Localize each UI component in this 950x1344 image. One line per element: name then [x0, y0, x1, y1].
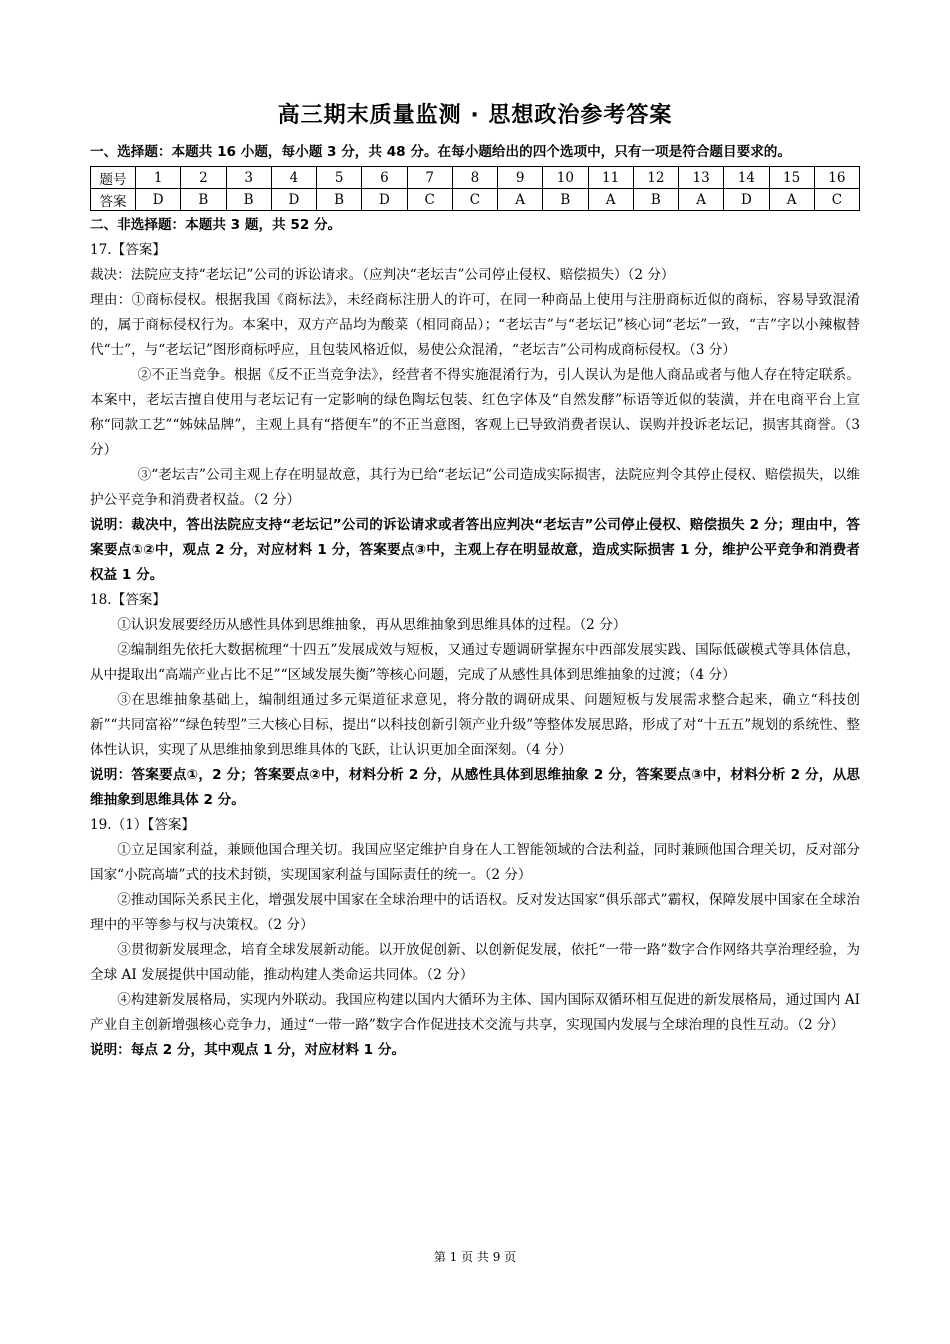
question-number: 11: [588, 167, 633, 189]
q17-reason-1: 理由：①商标侵权。根据我国《商标法》，未经商标注册人的许可，在同一种商品上使用与注册商标近似的商标，容易导致混淆的，属于商标侵权行为。本案中，双方产品均为酸菜（相同商品）；“老坛吉”与“老坛记”核心词“老坛”一致，“吉”字以小辣椒替代“士”，与“老坛记”图形商标呼应，且包装风格近似，易使公众混淆，“老坛吉”公司构成商标侵权。（3 分）: [90, 292, 860, 358]
q17-verdict: 裁决：法院应支持“老坛记”公司的诉讼请求。（应判决“老坛吉”公司停止侵权、赔偿损失）（2 分）: [90, 267, 675, 283]
question-number: 7: [407, 167, 452, 189]
answer-cell: A: [588, 189, 633, 211]
answer-cell: D: [136, 189, 181, 211]
answer-cell: B: [317, 189, 362, 211]
q18-point-1: ①认识发展要经历从感性具体到思维抽象，再从思维抽象到思维具体的过程。（2 分）: [117, 617, 627, 633]
q19-note: 说明：每点 2 分，其中观点 1 分，对应材料 1 分。: [90, 1042, 406, 1058]
question-number: 1: [136, 167, 181, 189]
answer-cell: B: [181, 189, 226, 211]
section-1-heading: 一、选择题：本题共 16 小题，每小题 3 分，共 48 分。在每小题给出的四个选项中，只有一项是符合题目要求的。: [90, 144, 791, 160]
answer-cell: C: [452, 189, 497, 211]
answer-cell: B: [633, 189, 678, 211]
answer-cell: D: [271, 189, 316, 211]
question-number: 4: [271, 167, 316, 189]
page-footer: 第 1 页 共 9 页: [433, 1250, 517, 1264]
question-number: 13: [679, 167, 724, 189]
answer-cell: A: [498, 189, 543, 211]
answer-table: [90, 166, 860, 211]
question-number: 15: [769, 167, 814, 189]
question-number: 10: [543, 167, 588, 189]
question-number: 14: [724, 167, 769, 189]
answer-page: [90, 100, 860, 1063]
q19-heading: 19.（1）【答案】: [90, 817, 196, 833]
q17-heading: 17.【答案】: [90, 242, 166, 258]
page-title: 高三期末质量监测 · 思想政治参考答案: [277, 103, 673, 128]
answer-cell: C: [814, 189, 859, 211]
q17-note: 说明：裁决中，答出法院应支持“老坛记”公司的诉讼请求或者答出应判决“老坛吉”公司停止侵权、赔偿损失 2 分；理由中，答案要点①②中，观点 2 分，对应材料 1 分，答案要点③中，主观上存在明显故意，造成实际损害 1 分，维护公平竞争和消费者权益 1 分。: [90, 517, 860, 583]
question-number: 16: [814, 167, 859, 189]
section-2-heading: 二、非选择题：本题共 3 题，共 52 分。: [90, 217, 342, 233]
q18-note: 说明：答案要点①，2 分；答案要点②中，材料分析 2 分，从感性具体到思维抽象 2 分，答案要点③中，材料分析 2 分，从思维抽象到思维具体 2 分。: [90, 767, 860, 808]
table-answer-label: 答案: [91, 189, 136, 211]
answer-cell: C: [407, 189, 452, 211]
answer-cell: A: [769, 189, 814, 211]
question-number: 2: [181, 167, 226, 189]
q19-point-4: ④构建新发展格局，实现内外联动。我国应构建以国内大循环为主体、国内国际双循环相互促进的新发展格局，通过国内 AI 产业自主创新增强核心竞争力，通过“一带一路”数字合作促进技术交流与共享，实现国内发展与全球治理的良性互动。（2 分）: [90, 992, 860, 1033]
q18-heading: 18.【答案】: [90, 592, 166, 608]
question-number: 9: [498, 167, 543, 189]
answer-cell: A: [679, 189, 724, 211]
question-number: 3: [226, 167, 271, 189]
q18-point-3: ③在思维抽象基础上，编制组通过多元渠道征求意见，将分散的调研成果、问题短板与发展需求整合起来，确立“科技创新”“共同富裕”“绿色转型”三大核心目标，提出“以科技创新引领产业升级”等整体发展思路，形成了对“十五五”规划的系统性、整体性认识，实现了从思维抽象到思维具体的飞跃，让认识更加全面深刻。（4 分）: [90, 692, 860, 758]
q18-point-2: ②编制组先依托大数据梳理“十四五”发展成效与短板，又通过专题调研掌握东中西部发展实践、国际低碳模式等具体信息，从中提取出“高端产业占比不足”“区域发展失衡”等核心问题，完成了从感性具体到思维抽象的过渡；（4 分）: [90, 642, 860, 683]
q17-reason-2: ②不正当竞争。根据《反不正当竞争法》，经营者不得实施混淆行为，引人误认为是他人商品或者与他人存在特定联系。本案中，老坛吉擅自使用与老坛记有一定影响的绿色陶坛包装、红色字体及“自然发酵”标语等近似的装潢，并在电商平台上宣称“同款工艺”“姊妹品牌”，主观上具有“搭便车”的不正当意图，客观上已导致消费者误认、误购并投诉老坛记，损害其商誉。（3 分）: [90, 367, 860, 458]
answer-cell: B: [226, 189, 271, 211]
q19-point-1: ①立足国家利益，兼顾他国合理关切。我国应坚定维护自身在人工智能领域的合法利益，同时兼顾他国合理关切，反对部分国家“小院高墙”式的技术封锁，实现国家利益与国际责任的统一。（2 分）: [90, 842, 860, 883]
answer-cell: B: [543, 189, 588, 211]
question-number: 6: [362, 167, 407, 189]
answer-cell: D: [724, 189, 769, 211]
answer-table-answer-row: [91, 189, 860, 211]
question-number: 8: [452, 167, 497, 189]
question-number: 5: [317, 167, 362, 189]
answer-table-number-row: [91, 167, 860, 189]
q17-reason-3: ③“老坛吉”公司主观上存在明显故意，其行为已给“老坛记”公司造成实际损害，法院应判令其停止侵权、赔偿损失，以维护公平竞争和消费者权益。（2 分）: [90, 467, 860, 508]
table-header-label: 题号: [91, 167, 136, 189]
q19-point-2: ②推动国际关系民主化，增强发展中国家在全球治理中的话语权。反对发达国家“俱乐部式”霸权，保障发展中国家在全球治理中的平等参与权与决策权。（2 分）: [90, 892, 860, 933]
q19-point-3: ③贯彻新发展理念，培育全球发展新动能。以开放促创新、以创新促发展，依托“一带一路”数字合作网络共享治理经验，为全球 AI 发展提供中国动能，推动构建人类命运共同体。（2 分）: [90, 942, 860, 983]
answer-cell: D: [362, 189, 407, 211]
question-number: 12: [633, 167, 678, 189]
